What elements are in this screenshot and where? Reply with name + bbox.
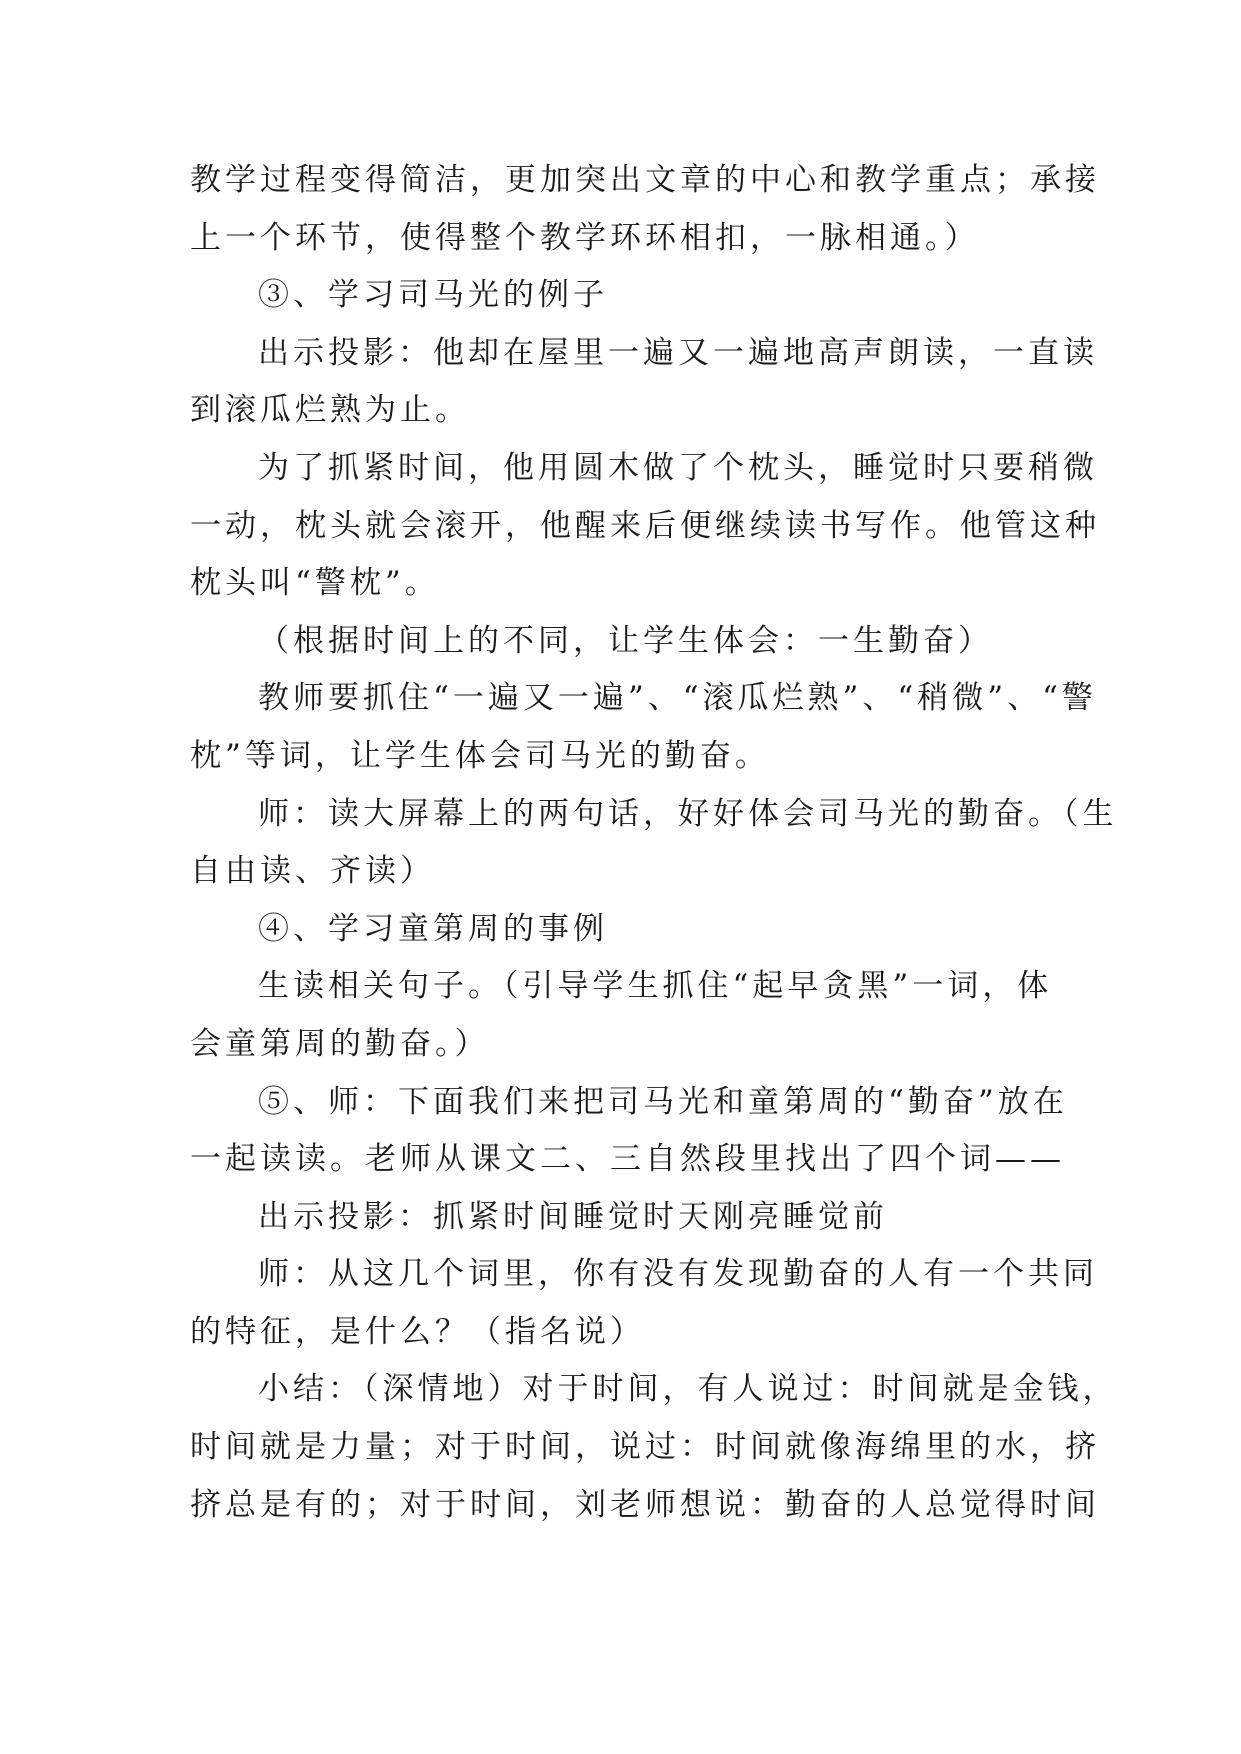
text-line-12: 师：读大屏幕上的两句话，好好体会司马光的勤奋。（生 bbox=[258, 795, 1118, 832]
document-body bbox=[190, 160, 1118, 1542]
text-line-9: （根据时间上的不同，让学生体会：一生勤奋） bbox=[258, 622, 993, 659]
text-line-13: 自由读、齐读） bbox=[190, 853, 435, 890]
text-line-2: 上一个环节，使得整个教学环环相扣，一脉相通。） bbox=[190, 219, 980, 256]
text-line-21: 的特征，是什么？（指名说） bbox=[190, 1313, 645, 1350]
text-line-10: 教师要抓住“一遍又一遍”、“滚瓜烂熟”、“稍微”、“警 bbox=[258, 680, 1097, 717]
text-line-5: 到滚瓜烂熟为止。 bbox=[190, 392, 470, 429]
text-line-11: 枕”等词，让学生体会司马光的勤奋。 bbox=[190, 737, 770, 774]
text-line-22: 小结：（深情地）对于时间，有人说过：时间就是金钱， bbox=[258, 1371, 1118, 1408]
text-line-7: 一动，枕头就会滚开，他醒来后便继续读书写作。他管这种 bbox=[190, 507, 1100, 544]
text-line-24: 挤总是有的；对于时间，刘老师想说：勤奋的人总觉得时间 bbox=[190, 1486, 1100, 1523]
text-line-18: 一起读读。老师从课文二、三自然段里找出了四个词—— bbox=[190, 1141, 1065, 1178]
text-line-19: 出示投影：抓紧时间睡觉时天刚亮睡觉前 bbox=[258, 1198, 888, 1235]
text-line-4: 出示投影：他却在屋里一遍又一遍地高声朗读，一直读 bbox=[258, 334, 1098, 371]
text-line-15: 生读相关句子。（引导学生抓住“起早贪黑”一词，体 bbox=[258, 968, 1053, 1005]
text-line-16: 会童第周的勤奋。） bbox=[190, 1025, 490, 1062]
section-heading-4: ④、学习童第周的事例 bbox=[258, 910, 608, 947]
text-line-8: 枕头叫“警枕”。 bbox=[190, 565, 440, 602]
text-line-23: 时间就是力量；对于时间，说过：时间就像海绵里的水，挤 bbox=[190, 1429, 1100, 1466]
text-line-6: 为了抓紧时间，他用圆木做了个枕头，睡觉时只要稍微 bbox=[258, 449, 1098, 486]
text-line-1: 教学过程变得简洁，更加突出文章的中心和教学重点；承接 bbox=[190, 162, 1100, 198]
section-heading-3: ③、学习司马光的例子 bbox=[258, 277, 608, 314]
text-line-17: ⑤、师：下面我们来把司马光和童第周的“勤奋”放在 bbox=[258, 1083, 1068, 1120]
text-line-20: 师：从这几个词里，你有没有发现勤奋的人有一个共同 bbox=[258, 1256, 1098, 1293]
